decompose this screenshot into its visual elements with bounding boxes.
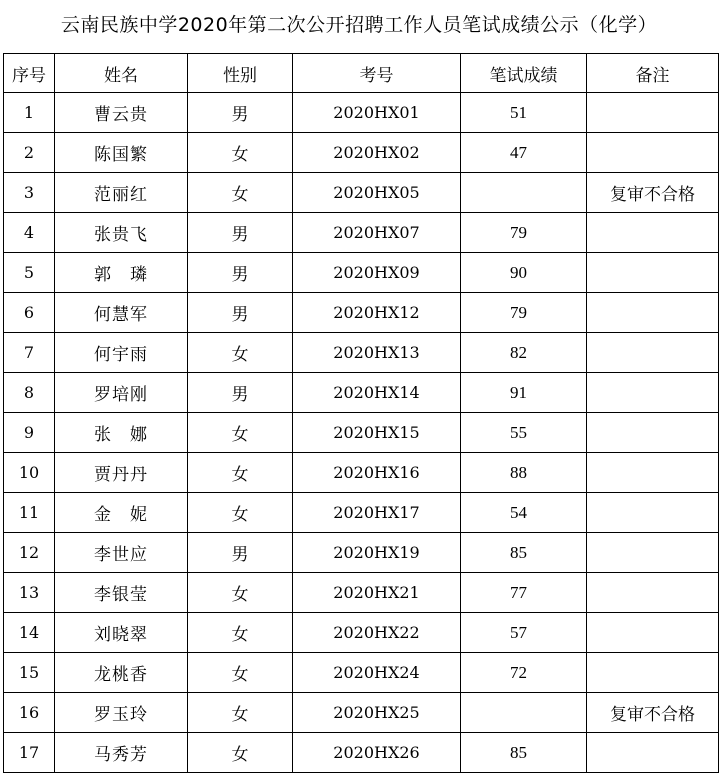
cell-exam-id: 2020HX12 — [293, 293, 461, 333]
cell-gender: 女 — [188, 573, 293, 613]
table-row — [4, 613, 719, 653]
table-row — [4, 493, 719, 533]
cell-seq: 7 — [4, 333, 55, 373]
table-header-row — [4, 54, 719, 93]
cell-name: 曹云贵 — [55, 93, 188, 133]
cell-exam-id: 2020HX05 — [293, 173, 461, 213]
cell-name: 张贵飞 — [55, 213, 188, 253]
cell-score: 79 — [461, 213, 587, 253]
cell-name: 郭 璘 — [55, 253, 188, 293]
cell-gender: 女 — [188, 173, 293, 213]
cell-name: 龙桃香 — [55, 653, 188, 693]
cell-gender: 男 — [188, 213, 293, 253]
cell-name: 贾丹丹 — [55, 453, 188, 493]
cell-gender: 女 — [188, 653, 293, 693]
cell-exam-id: 2020HX07 — [293, 213, 461, 253]
cell-score: 47 — [461, 133, 587, 173]
cell-note — [587, 573, 719, 613]
cell-seq: 9 — [4, 413, 55, 453]
cell-exam-id: 2020HX16 — [293, 453, 461, 493]
cell-score: 90 — [461, 253, 587, 293]
cell-name: 马秀芳 — [55, 733, 188, 773]
cell-exam-id: 2020HX26 — [293, 733, 461, 773]
table-row — [4, 453, 719, 493]
cell-score: 85 — [461, 733, 587, 773]
cell-score: 55 — [461, 413, 587, 453]
cell-name: 何慧军 — [55, 293, 188, 333]
cell-score: 57 — [461, 613, 587, 653]
header-seq: 序号 — [4, 54, 55, 93]
cell-seq: 14 — [4, 613, 55, 653]
cell-gender: 女 — [188, 133, 293, 173]
cell-gender: 女 — [188, 413, 293, 453]
cell-name: 陈国繁 — [55, 133, 188, 173]
cell-note — [587, 413, 719, 453]
cell-seq: 13 — [4, 573, 55, 613]
table-row — [4, 293, 719, 333]
cell-exam-id: 2020HX09 — [293, 253, 461, 293]
cell-note — [587, 293, 719, 333]
table-row — [4, 253, 719, 293]
cell-gender: 女 — [188, 333, 293, 373]
cell-score — [461, 173, 587, 213]
cell-seq: 11 — [4, 493, 55, 533]
cell-score: 72 — [461, 653, 587, 693]
cell-note — [587, 133, 719, 173]
cell-note — [587, 253, 719, 293]
cell-seq: 5 — [4, 253, 55, 293]
cell-exam-id: 2020HX21 — [293, 573, 461, 613]
cell-gender: 女 — [188, 453, 293, 493]
cell-score: 88 — [461, 453, 587, 493]
cell-note — [587, 733, 719, 773]
cell-seq: 17 — [4, 733, 55, 773]
table-row — [4, 533, 719, 573]
table-row — [4, 173, 719, 213]
cell-exam-id: 2020HX22 — [293, 613, 461, 653]
cell-seq: 16 — [4, 693, 55, 733]
cell-exam-id: 2020HX14 — [293, 373, 461, 413]
cell-gender: 女 — [188, 493, 293, 533]
cell-seq: 6 — [4, 293, 55, 333]
cell-note — [587, 93, 719, 133]
cell-gender: 男 — [188, 293, 293, 333]
cell-gender: 男 — [188, 253, 293, 293]
cell-score: 79 — [461, 293, 587, 333]
cell-gender: 男 — [188, 93, 293, 133]
cell-seq: 12 — [4, 533, 55, 573]
header-note: 备注 — [587, 54, 719, 93]
cell-score: 77 — [461, 573, 587, 613]
cell-score: 54 — [461, 493, 587, 533]
cell-gender: 女 — [188, 693, 293, 733]
table-row — [4, 413, 719, 453]
cell-note — [587, 653, 719, 693]
header-name: 姓名 — [55, 54, 188, 93]
cell-note — [587, 493, 719, 533]
cell-exam-id: 2020HX19 — [293, 533, 461, 573]
cell-note — [587, 453, 719, 493]
table-row — [4, 573, 719, 613]
cell-gender: 男 — [188, 373, 293, 413]
cell-exam-id: 2020HX25 — [293, 693, 461, 733]
header-gender: 性别 — [188, 54, 293, 93]
table-row — [4, 133, 719, 173]
score-table — [3, 53, 719, 773]
cell-note — [587, 613, 719, 653]
cell-name: 罗培刚 — [55, 373, 188, 413]
cell-seq: 1 — [4, 93, 55, 133]
cell-name: 金 妮 — [55, 493, 188, 533]
table-row — [4, 733, 719, 773]
cell-seq: 4 — [4, 213, 55, 253]
cell-gender: 女 — [188, 613, 293, 653]
cell-exam-id: 2020HX01 — [293, 93, 461, 133]
cell-note — [587, 213, 719, 253]
cell-name: 罗玉玲 — [55, 693, 188, 733]
cell-seq: 3 — [4, 173, 55, 213]
table-row — [4, 373, 719, 413]
cell-score: 51 — [461, 93, 587, 133]
cell-name: 何宇雨 — [55, 333, 188, 373]
cell-seq: 2 — [4, 133, 55, 173]
cell-exam-id: 2020HX02 — [293, 133, 461, 173]
cell-note: 复审不合格 — [587, 173, 719, 213]
cell-score: 82 — [461, 333, 587, 373]
page-title: 云南民族中学2020年第二次公开招聘工作人员笔试成绩公示（化学） — [60, 14, 658, 36]
cell-score: 85 — [461, 533, 587, 573]
header-exam-id: 考号 — [293, 54, 461, 93]
cell-name: 范丽红 — [55, 173, 188, 213]
table-row — [4, 653, 719, 693]
table-row — [4, 693, 719, 733]
cell-note — [587, 373, 719, 413]
table-row — [4, 213, 719, 253]
cell-note — [587, 333, 719, 373]
cell-note — [587, 533, 719, 573]
cell-name: 李世应 — [55, 533, 188, 573]
cell-name: 李银莹 — [55, 573, 188, 613]
cell-exam-id: 2020HX13 — [293, 333, 461, 373]
cell-exam-id: 2020HX24 — [293, 653, 461, 693]
cell-name: 张 娜 — [55, 413, 188, 453]
cell-exam-id: 2020HX17 — [293, 493, 461, 533]
table-row — [4, 333, 719, 373]
cell-gender: 男 — [188, 533, 293, 573]
cell-exam-id: 2020HX15 — [293, 413, 461, 453]
cell-seq: 8 — [4, 373, 55, 413]
cell-score: 91 — [461, 373, 587, 413]
cell-seq: 10 — [4, 453, 55, 493]
table-row — [4, 93, 719, 133]
cell-gender: 女 — [188, 733, 293, 773]
cell-seq: 15 — [4, 653, 55, 693]
cell-name: 刘晓翠 — [55, 613, 188, 653]
header-score: 笔试成绩 — [461, 54, 587, 93]
cell-score — [461, 693, 587, 733]
cell-note: 复审不合格 — [587, 693, 719, 733]
